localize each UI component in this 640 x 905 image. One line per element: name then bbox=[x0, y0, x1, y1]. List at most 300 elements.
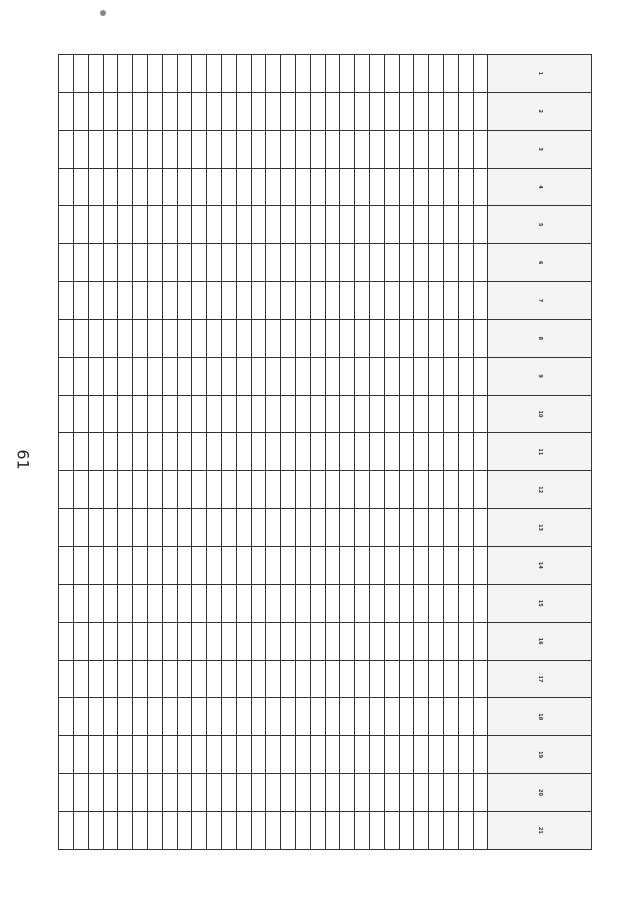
table-cell bbox=[222, 55, 237, 93]
table-cell bbox=[177, 55, 192, 93]
table-cell bbox=[325, 546, 340, 584]
table-cell bbox=[296, 774, 311, 812]
table-cell bbox=[443, 357, 458, 395]
table-cell bbox=[222, 660, 237, 698]
table-cell bbox=[458, 319, 473, 357]
table-cell bbox=[414, 130, 429, 168]
table-cell bbox=[222, 698, 237, 736]
table-cell bbox=[103, 811, 118, 849]
table-cell bbox=[177, 206, 192, 244]
table-cell bbox=[88, 736, 103, 774]
table-cell bbox=[133, 660, 148, 698]
table-cell bbox=[74, 55, 89, 93]
table-cell bbox=[162, 282, 177, 320]
table-cell bbox=[296, 244, 311, 282]
table-cell bbox=[414, 206, 429, 244]
table-cell bbox=[177, 811, 192, 849]
table-cell bbox=[429, 55, 444, 93]
table-cell bbox=[429, 698, 444, 736]
table-cell bbox=[414, 811, 429, 849]
table-cell bbox=[384, 546, 399, 584]
table-cell bbox=[177, 282, 192, 320]
table-cell bbox=[236, 433, 251, 471]
table-cell bbox=[458, 55, 473, 93]
column-number: 8 bbox=[488, 319, 592, 357]
table-cell bbox=[118, 92, 133, 130]
table-cell bbox=[443, 244, 458, 282]
table-cell bbox=[236, 319, 251, 357]
table-cell bbox=[266, 206, 281, 244]
table-cell bbox=[236, 92, 251, 130]
table-cell bbox=[177, 168, 192, 206]
table-cell bbox=[118, 736, 133, 774]
table-cell bbox=[103, 55, 118, 93]
table-cell bbox=[207, 130, 222, 168]
table-cell bbox=[355, 319, 370, 357]
table-row bbox=[340, 55, 355, 850]
table-cell bbox=[281, 698, 296, 736]
table-cell bbox=[429, 433, 444, 471]
table-cell bbox=[458, 698, 473, 736]
table-cell bbox=[370, 130, 385, 168]
table-cell bbox=[429, 357, 444, 395]
column-number: 17 bbox=[488, 660, 592, 698]
table-cell bbox=[133, 433, 148, 471]
table-cell bbox=[133, 546, 148, 584]
table-cell bbox=[443, 168, 458, 206]
table-cell bbox=[74, 282, 89, 320]
table-cell bbox=[414, 660, 429, 698]
table-row bbox=[281, 55, 296, 850]
table-cell bbox=[103, 92, 118, 130]
table-cell bbox=[370, 584, 385, 622]
table-cell bbox=[236, 206, 251, 244]
table-cell bbox=[192, 698, 207, 736]
table-cell bbox=[266, 471, 281, 509]
table-cell bbox=[355, 395, 370, 433]
table-cell bbox=[88, 168, 103, 206]
table-cell bbox=[133, 736, 148, 774]
table-cell bbox=[399, 319, 414, 357]
table-cell bbox=[59, 622, 74, 660]
table-row bbox=[88, 55, 103, 850]
table-cell bbox=[148, 206, 163, 244]
table-cell bbox=[370, 736, 385, 774]
table-cell bbox=[399, 395, 414, 433]
table-cell bbox=[310, 811, 325, 849]
table-row bbox=[384, 55, 399, 850]
table-cell bbox=[59, 244, 74, 282]
table-cell bbox=[59, 319, 74, 357]
table-cell bbox=[310, 395, 325, 433]
table-cell bbox=[384, 471, 399, 509]
table-cell bbox=[325, 584, 340, 622]
table-row bbox=[296, 55, 311, 850]
table-cell bbox=[251, 698, 266, 736]
table-cell bbox=[251, 395, 266, 433]
table-cell bbox=[236, 509, 251, 547]
table-cell bbox=[207, 698, 222, 736]
table-cell bbox=[281, 660, 296, 698]
table-cell bbox=[251, 736, 266, 774]
table-cell bbox=[222, 206, 237, 244]
table-cell bbox=[296, 282, 311, 320]
table-cell bbox=[162, 509, 177, 547]
table-cell bbox=[222, 774, 237, 812]
table-cell bbox=[177, 660, 192, 698]
table-cell bbox=[59, 774, 74, 812]
table-cell bbox=[162, 395, 177, 433]
table-cell bbox=[355, 546, 370, 584]
table-cell bbox=[192, 471, 207, 509]
table-cell bbox=[325, 395, 340, 433]
table-cell bbox=[266, 698, 281, 736]
table-cell bbox=[148, 584, 163, 622]
table-cell bbox=[88, 282, 103, 320]
table-cell bbox=[370, 282, 385, 320]
table-cell bbox=[251, 546, 266, 584]
table-cell bbox=[370, 319, 385, 357]
table-cell bbox=[310, 244, 325, 282]
table-cell bbox=[59, 698, 74, 736]
table-cell bbox=[340, 736, 355, 774]
table-cell bbox=[222, 244, 237, 282]
column-number: 21 bbox=[488, 811, 592, 849]
table-cell bbox=[399, 471, 414, 509]
table-cell bbox=[310, 206, 325, 244]
table-cell bbox=[414, 736, 429, 774]
column-number: 15 bbox=[488, 584, 592, 622]
table-cell bbox=[340, 509, 355, 547]
table-cell bbox=[59, 811, 74, 849]
table-cell bbox=[296, 130, 311, 168]
table-cell bbox=[88, 130, 103, 168]
table-cell bbox=[251, 811, 266, 849]
table-row bbox=[310, 55, 325, 850]
table-cell bbox=[118, 357, 133, 395]
table-cell bbox=[177, 319, 192, 357]
table-cell bbox=[59, 546, 74, 584]
table-cell bbox=[443, 546, 458, 584]
table-cell bbox=[266, 130, 281, 168]
table-cell bbox=[340, 698, 355, 736]
table-cell bbox=[429, 471, 444, 509]
table-cell bbox=[325, 206, 340, 244]
table-cell bbox=[207, 736, 222, 774]
table-cell bbox=[103, 168, 118, 206]
table-cell bbox=[162, 433, 177, 471]
table-row bbox=[74, 55, 89, 850]
table-cell bbox=[207, 92, 222, 130]
table-cell bbox=[192, 736, 207, 774]
table-cell bbox=[281, 509, 296, 547]
table-cell bbox=[177, 130, 192, 168]
table-cell bbox=[399, 168, 414, 206]
table-cell bbox=[88, 206, 103, 244]
table-cell bbox=[59, 660, 74, 698]
table-cell bbox=[251, 244, 266, 282]
table-cell bbox=[88, 622, 103, 660]
table-cell bbox=[162, 168, 177, 206]
table-cell bbox=[162, 319, 177, 357]
table-cell bbox=[162, 811, 177, 849]
table-cell bbox=[296, 395, 311, 433]
column-number: 12 bbox=[488, 471, 592, 509]
table-cell bbox=[177, 736, 192, 774]
table-cell bbox=[399, 130, 414, 168]
table-cell bbox=[429, 244, 444, 282]
table-cell bbox=[429, 811, 444, 849]
table-cell bbox=[59, 282, 74, 320]
table-cell bbox=[458, 282, 473, 320]
table-cell bbox=[74, 433, 89, 471]
table-cell bbox=[340, 433, 355, 471]
table-cell bbox=[74, 395, 89, 433]
table-cell bbox=[399, 622, 414, 660]
table-cell bbox=[207, 774, 222, 812]
table-cell bbox=[310, 698, 325, 736]
table-cell bbox=[429, 319, 444, 357]
table-cell bbox=[207, 622, 222, 660]
table-cell bbox=[414, 92, 429, 130]
table-cell bbox=[74, 471, 89, 509]
table-cell bbox=[443, 584, 458, 622]
table-row bbox=[443, 55, 458, 850]
table-cell bbox=[414, 319, 429, 357]
table-cell bbox=[192, 584, 207, 622]
table-row bbox=[325, 55, 340, 850]
table-cell bbox=[133, 584, 148, 622]
table-cell bbox=[207, 282, 222, 320]
table-cell bbox=[222, 282, 237, 320]
table-cell bbox=[148, 811, 163, 849]
table-cell bbox=[473, 546, 488, 584]
table-cell bbox=[443, 92, 458, 130]
table-cell bbox=[148, 736, 163, 774]
table-cell bbox=[296, 584, 311, 622]
table-cell bbox=[340, 811, 355, 849]
table-cell bbox=[59, 168, 74, 206]
table-cell bbox=[310, 433, 325, 471]
table-cell bbox=[251, 130, 266, 168]
table-cell bbox=[222, 433, 237, 471]
table-cell bbox=[74, 357, 89, 395]
table-cell bbox=[384, 319, 399, 357]
table-cell bbox=[103, 698, 118, 736]
column-number: 13 bbox=[488, 509, 592, 547]
table-cell bbox=[325, 433, 340, 471]
table-cell bbox=[266, 546, 281, 584]
table-cell bbox=[251, 774, 266, 812]
table-cell bbox=[458, 244, 473, 282]
table-cell bbox=[399, 774, 414, 812]
table-row bbox=[414, 55, 429, 850]
table-cell bbox=[443, 395, 458, 433]
table-cell bbox=[88, 811, 103, 849]
table-cell bbox=[281, 774, 296, 812]
table-cell bbox=[370, 395, 385, 433]
table-cell bbox=[88, 92, 103, 130]
table-cell bbox=[236, 546, 251, 584]
table-cell bbox=[148, 774, 163, 812]
table-cell bbox=[74, 130, 89, 168]
table-cell bbox=[296, 206, 311, 244]
table-cell bbox=[222, 546, 237, 584]
table-cell bbox=[281, 92, 296, 130]
table-cell bbox=[74, 660, 89, 698]
table-cell bbox=[207, 584, 222, 622]
table-cell bbox=[384, 736, 399, 774]
table-cell bbox=[88, 55, 103, 93]
table-cell bbox=[458, 660, 473, 698]
table-row bbox=[355, 55, 370, 850]
table-cell bbox=[74, 92, 89, 130]
table-cell bbox=[207, 206, 222, 244]
table-cell bbox=[325, 774, 340, 812]
table-cell bbox=[458, 584, 473, 622]
table-cell bbox=[148, 55, 163, 93]
table-cell bbox=[266, 357, 281, 395]
table-cell bbox=[429, 546, 444, 584]
table-cell bbox=[310, 584, 325, 622]
table-cell bbox=[296, 92, 311, 130]
table-cell bbox=[236, 168, 251, 206]
table-cell bbox=[310, 622, 325, 660]
table-cell bbox=[88, 395, 103, 433]
table-cell bbox=[133, 130, 148, 168]
table-cell bbox=[192, 319, 207, 357]
table-cell bbox=[192, 433, 207, 471]
table-row bbox=[266, 55, 281, 850]
table-cell bbox=[74, 774, 89, 812]
table-cell bbox=[429, 660, 444, 698]
table-cell bbox=[133, 244, 148, 282]
table-cell bbox=[251, 282, 266, 320]
table-cell bbox=[325, 622, 340, 660]
table-cell bbox=[148, 546, 163, 584]
table-cell bbox=[355, 509, 370, 547]
table-cell bbox=[236, 130, 251, 168]
table-cell bbox=[384, 130, 399, 168]
scan-dot bbox=[100, 10, 106, 16]
table-cell bbox=[162, 736, 177, 774]
table-cell bbox=[207, 546, 222, 584]
table-cell bbox=[59, 357, 74, 395]
table-cell bbox=[222, 584, 237, 622]
column-number: 19 bbox=[488, 736, 592, 774]
table-cell bbox=[162, 622, 177, 660]
table-cell bbox=[325, 282, 340, 320]
table-cell bbox=[443, 811, 458, 849]
table-cell bbox=[236, 774, 251, 812]
column-number: 9 bbox=[488, 357, 592, 395]
table-cell bbox=[325, 357, 340, 395]
table-cell bbox=[207, 811, 222, 849]
table-cell bbox=[325, 168, 340, 206]
table-cell bbox=[281, 433, 296, 471]
table-cell bbox=[473, 130, 488, 168]
table-row bbox=[118, 55, 133, 850]
table-cell bbox=[59, 206, 74, 244]
table-cell bbox=[355, 471, 370, 509]
table-cell bbox=[207, 55, 222, 93]
table-cell bbox=[414, 168, 429, 206]
table-cell bbox=[310, 168, 325, 206]
column-number: 6 bbox=[488, 244, 592, 282]
table-cell bbox=[281, 55, 296, 93]
table-cell bbox=[384, 660, 399, 698]
table-cell bbox=[222, 357, 237, 395]
table-cell bbox=[443, 433, 458, 471]
table-cell bbox=[355, 584, 370, 622]
table-cell bbox=[399, 509, 414, 547]
table-cell bbox=[325, 736, 340, 774]
column-number-row bbox=[488, 55, 592, 850]
table-cell bbox=[251, 471, 266, 509]
table-cell bbox=[118, 206, 133, 244]
table-cell bbox=[384, 92, 399, 130]
table-cell bbox=[133, 395, 148, 433]
table-cell bbox=[148, 244, 163, 282]
table-cell bbox=[384, 357, 399, 395]
table-cell bbox=[384, 622, 399, 660]
table-cell bbox=[236, 55, 251, 93]
table-cell bbox=[296, 471, 311, 509]
table-cell bbox=[399, 206, 414, 244]
table-cell bbox=[103, 433, 118, 471]
table-cell bbox=[281, 357, 296, 395]
table-cell bbox=[118, 471, 133, 509]
table-cell bbox=[74, 811, 89, 849]
table-cell bbox=[162, 206, 177, 244]
table-cell bbox=[325, 130, 340, 168]
table-cell bbox=[370, 206, 385, 244]
table-cell bbox=[370, 357, 385, 395]
table-cell bbox=[222, 811, 237, 849]
table-cell bbox=[355, 168, 370, 206]
table-cell bbox=[236, 811, 251, 849]
table-cell bbox=[118, 168, 133, 206]
data-table-wrapper bbox=[58, 54, 592, 850]
table-cell bbox=[473, 811, 488, 849]
table-cell bbox=[148, 433, 163, 471]
table-cell bbox=[266, 168, 281, 206]
table-row bbox=[370, 55, 385, 850]
table-cell bbox=[59, 55, 74, 93]
table-cell bbox=[399, 736, 414, 774]
table-cell bbox=[355, 55, 370, 93]
table-cell bbox=[384, 168, 399, 206]
table-cell bbox=[310, 282, 325, 320]
table-cell bbox=[340, 357, 355, 395]
table-cell bbox=[458, 206, 473, 244]
table-cell bbox=[88, 546, 103, 584]
table-cell bbox=[414, 433, 429, 471]
table-cell bbox=[325, 660, 340, 698]
table-cell bbox=[192, 357, 207, 395]
table-cell bbox=[207, 168, 222, 206]
table-cell bbox=[296, 660, 311, 698]
column-number: 14 bbox=[488, 546, 592, 584]
table-cell bbox=[251, 622, 266, 660]
column-number: 5 bbox=[488, 206, 592, 244]
table-cell bbox=[133, 357, 148, 395]
table-cell bbox=[340, 774, 355, 812]
table-cell bbox=[310, 660, 325, 698]
table-cell bbox=[118, 774, 133, 812]
table-cell bbox=[236, 698, 251, 736]
table-cell bbox=[222, 130, 237, 168]
